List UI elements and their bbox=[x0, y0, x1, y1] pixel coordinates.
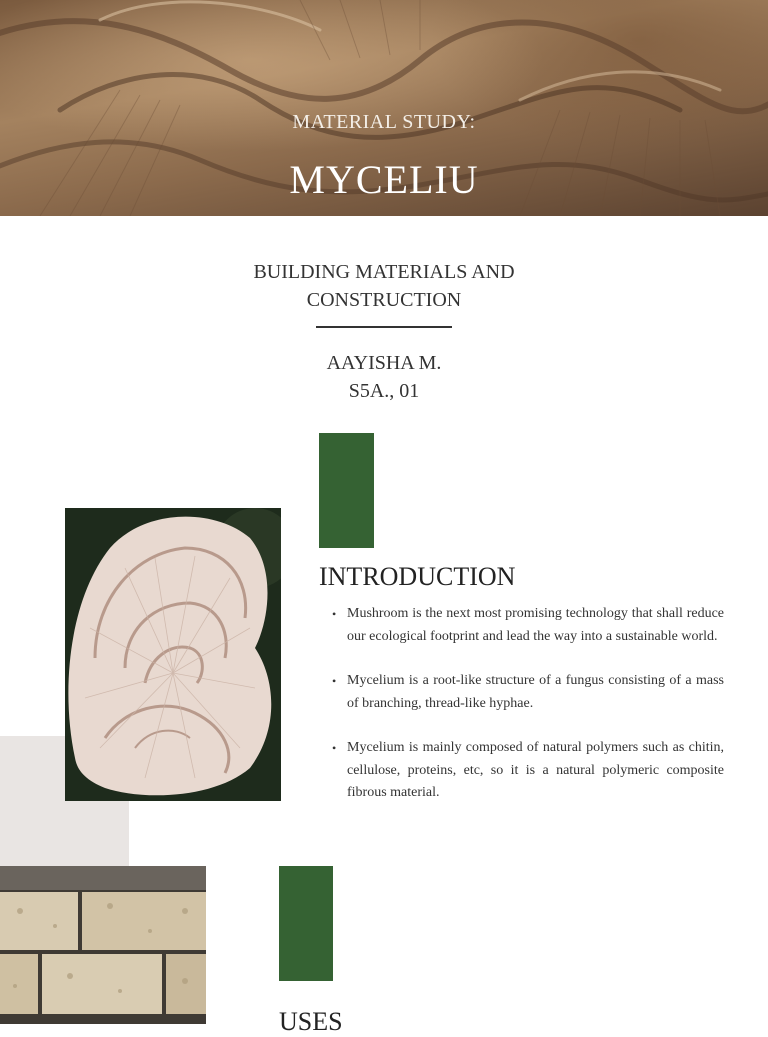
bullet-dot-icon: • bbox=[332, 674, 337, 688]
section-heading-uses: USES bbox=[279, 1007, 343, 1036]
accent-block-intro bbox=[319, 433, 374, 548]
course-title-line2: CONSTRUCTION bbox=[306, 289, 462, 311]
bullet-text: Mycelium is a root-like structure of a fungus consisting of a mass of branching, thread-like hyphae. bbox=[347, 673, 724, 711]
mushroom-photo bbox=[65, 508, 281, 801]
author-name: AAYISHA M. bbox=[326, 352, 442, 374]
list-item bbox=[330, 737, 724, 805]
bullet-dot-icon: • bbox=[332, 741, 337, 755]
course-title-line1: BUILDING MATERIALS AND bbox=[253, 261, 515, 283]
mycelium-brick-photo bbox=[0, 866, 206, 1024]
bullet-text: Mushroom is the next most promising technology that shall reduce our ecological footprint and lead the way into a sustainable world. bbox=[347, 606, 724, 644]
course-title bbox=[184, 258, 584, 314]
bullet-dot-icon: • bbox=[332, 607, 337, 621]
hero-banner bbox=[0, 0, 768, 216]
list-item bbox=[330, 603, 724, 648]
divider bbox=[316, 326, 452, 328]
hero-title: MYCELIU bbox=[289, 157, 479, 202]
list-item bbox=[330, 670, 724, 715]
bullet-text: Mycelium is mainly composed of natural polymers such as chitin, cellulose, proteins, etc, so it is a natural polymeric composite fibrous material. bbox=[347, 740, 724, 800]
author-block bbox=[0, 349, 768, 405]
author-class-roll: S5A., 01 bbox=[348, 380, 420, 402]
section-heading-introduction: INTRODUCTION bbox=[319, 562, 516, 591]
introduction-bullet-list bbox=[330, 603, 724, 827]
accent-block-uses bbox=[279, 866, 333, 981]
hero-subtitle: MATERIAL STUDY: bbox=[292, 111, 476, 133]
